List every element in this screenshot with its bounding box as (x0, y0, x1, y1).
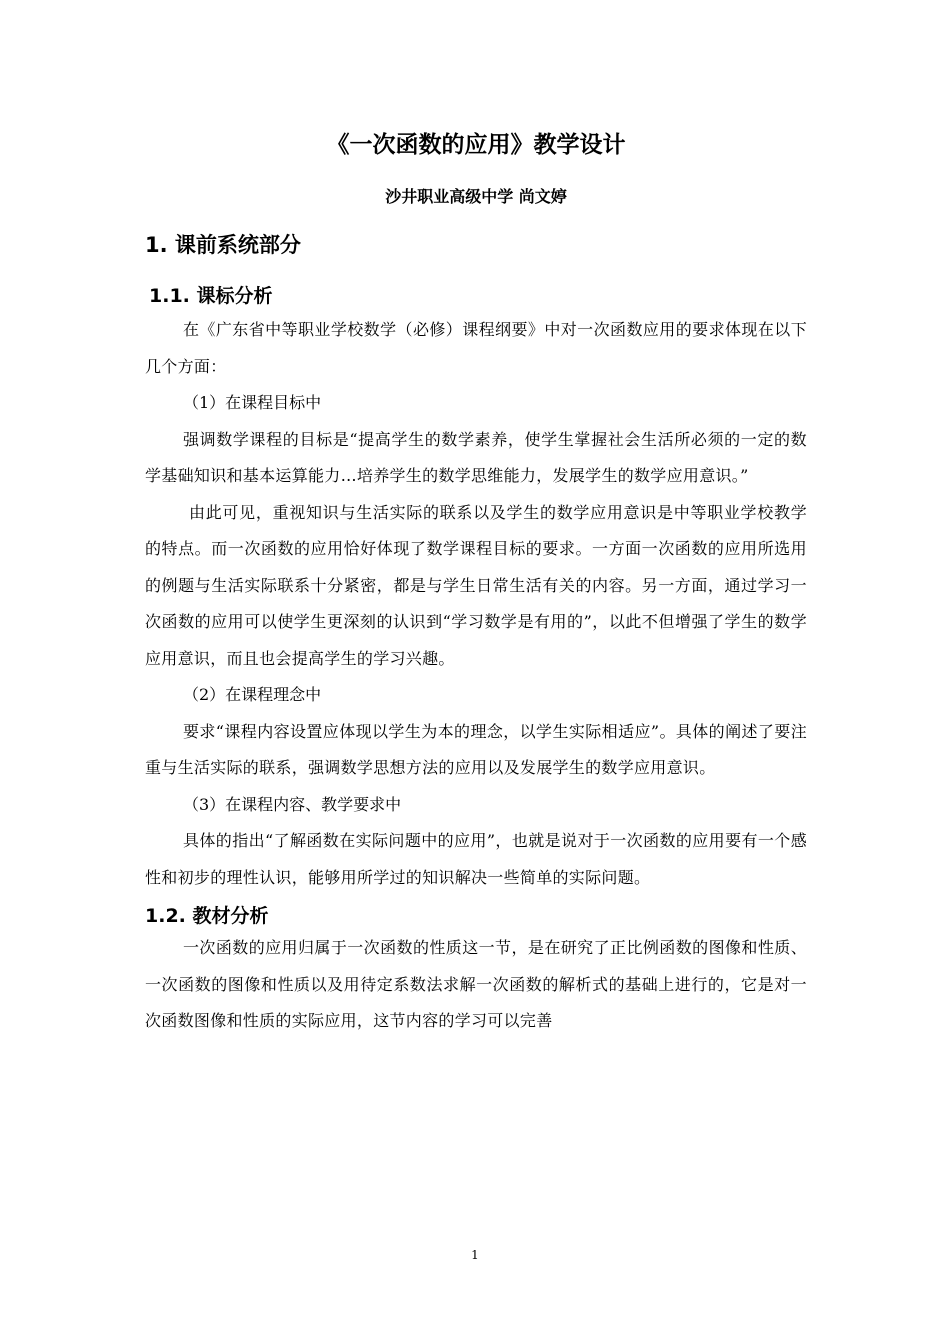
item-1-label: （1）在课程目标中 (183, 393, 322, 412)
section-1-1-intro: 在《广东省中等职业学校数学（必修）课程纲要》中对一次函数应用的要求体现在以下几个方面： (145, 320, 807, 376)
item-1-text-2: 由此可见，重视知识与生活实际的联系以及学生的数学应用意识是中等职业学校教学的特点。而一次函数的应用恰好体现了数学课程目标的要求。一方面一次函数的应用所选用的例题与生活实际联系十分紧密，都是与学生日常生活有关的内容。另一方面，通过学习一次函数的应用可以使学生更深刻的认识到“学习数学是有用的”，以此不但增强了学生的数学应用意识，而且也会提高学生的学习兴趣。 (145, 502, 807, 668)
page-number: 1 (471, 1248, 479, 1262)
item-3-text: 具体的指出“了解函数在实际问题中的应用”，也就是说对于一次函数的应用要有一个感性和初步的理性认识，能够用所学过的知识解决一些简单的实际问题。 (145, 831, 807, 887)
item-3-label: （3）在课程内容、教学要求中 (183, 794, 402, 814)
item-2-text: 要求“课程内容设置应体现以学生为本的理念，以学生实际相适应”。具体的阐述了要注重与生活实际的联系，强调数学思想方法的应用以及发展学生的数学应用意识。 (145, 721, 807, 777)
page-content (145, 128, 807, 1040)
section-1-heading: 1. 课前系统部分 (145, 233, 301, 257)
document-title: 《一次函数的应用》教学设计 (326, 132, 626, 158)
item-1-text: 强调数学课程的目标是“提高学生的数学素养，使学生掌握社会生活所必须的一定的数学基础知识和基本运算能力…培养学生的数学思维能力，发展学生的数学应用意识。” (145, 429, 807, 485)
section-1-2-text: 一次函数的应用归属于一次函数的性质这一节，是在研究了正比例函数的图像和性质、一次函数的图像和性质以及用待定系数法求解一次函数的解析式的基础上进行的，它是对一次函数图像和性质的实际应用，这节内容的学习可以完善 (145, 938, 807, 1030)
section-1-2-heading: 1.2. 教材分析 (145, 905, 269, 927)
item-2-label: （2）在课程理念中 (183, 685, 322, 704)
document-author: 沙井职业高级中学 尚文婷 (385, 187, 567, 206)
section-1-1-heading: 1.1. 课标分析 (149, 285, 273, 307)
